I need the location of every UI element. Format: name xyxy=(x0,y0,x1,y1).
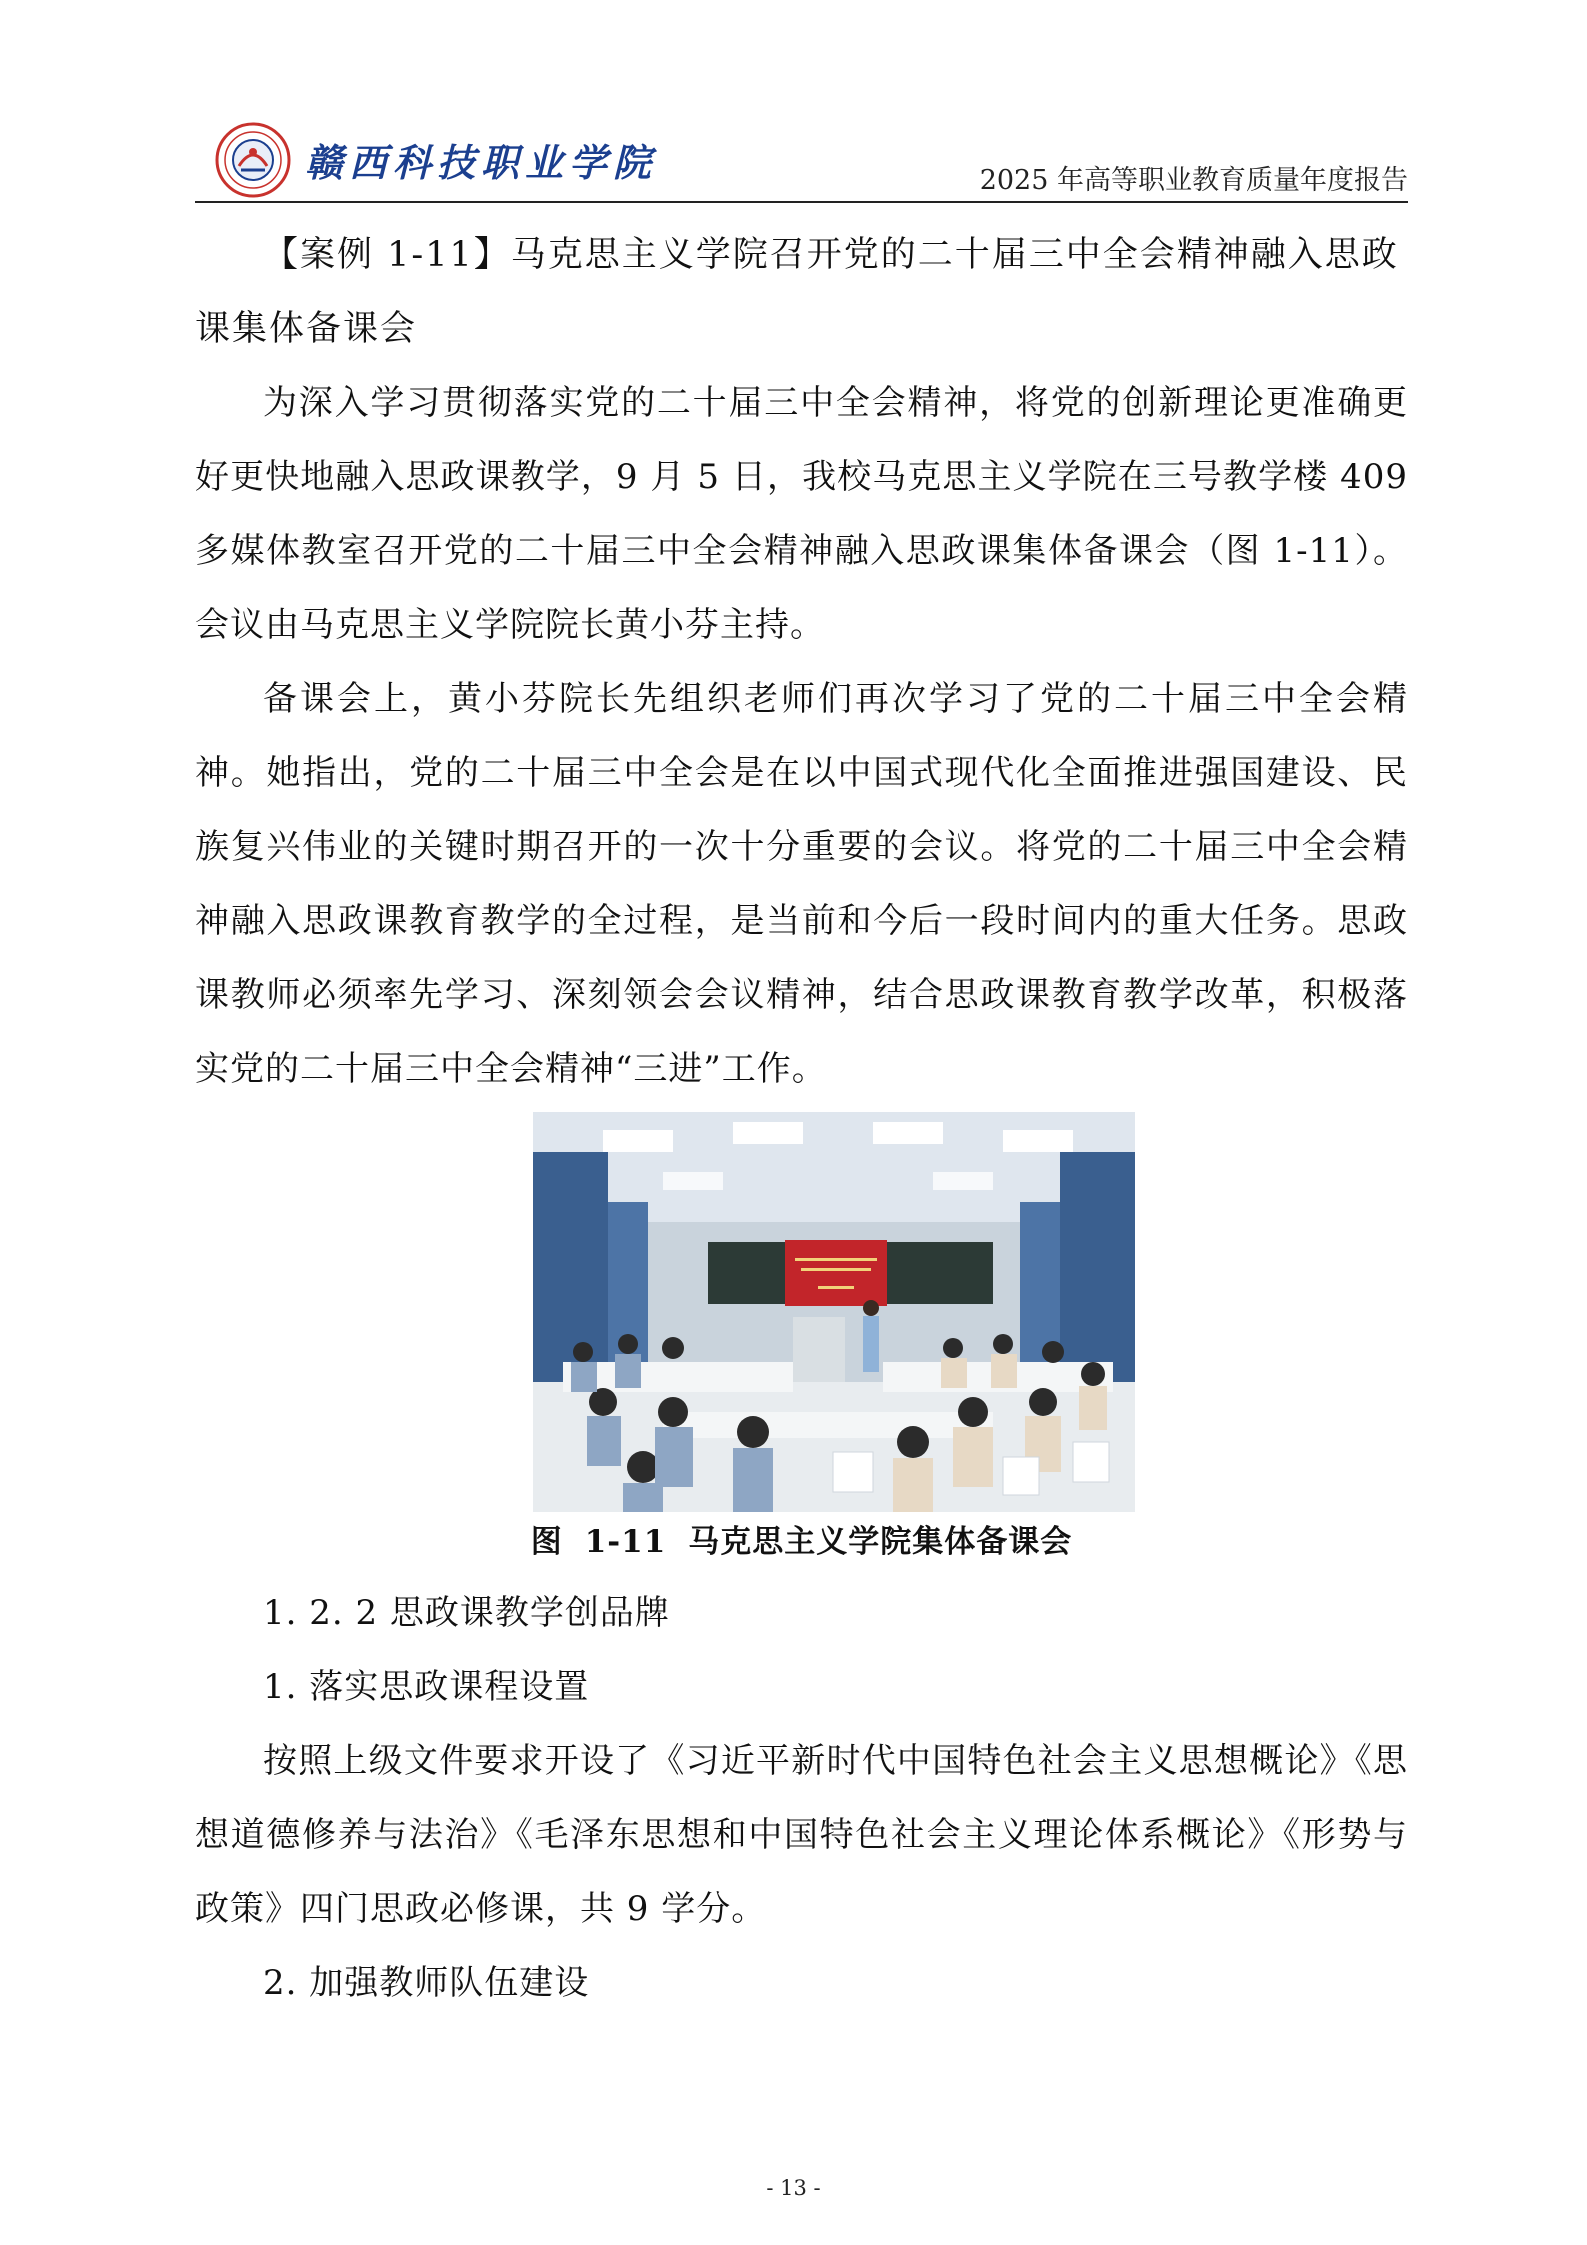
figure-caption-text: 马克思主义学院集体备课会 xyxy=(688,1524,1073,1560)
case-title: 【案例 1-11】马克思主义学院召开党的二十届三中全会精神融入思政课集体备课会 xyxy=(195,235,1399,349)
case-paragraph-1: 为深入学习贯彻落实党的二十届三中全会精神，将党的创新理论更准确更好更快地融入思政课教学，9 月 5 日，我校马克思主义学院在三号教学楼 409 多媒体教室召开党的二十届三中全会精神融入思政课集体备课会（图 1-11）。会议由马克思主义学院院长黄小芬主持。 xyxy=(195,383,1408,645)
subsection-2-heading: 2. 加强教师队伍建设 xyxy=(263,1963,590,2003)
section-heading: 1. 2. 2 思政课教学创品牌 xyxy=(263,1593,670,1633)
figure-number: 1-11 xyxy=(584,1524,667,1560)
figure-label: 图 xyxy=(530,1524,563,1560)
page-header xyxy=(195,118,1408,202)
header-divider xyxy=(195,201,1408,203)
school-name: 赣西科技职业学院 xyxy=(305,140,658,185)
school-logo-icon xyxy=(215,122,291,198)
meeting-photo-image xyxy=(533,1112,1135,1512)
page-number: - 13 - xyxy=(766,2176,821,2200)
meeting-photo xyxy=(533,1112,1135,1512)
report-title: 2025 年高等职业教育质量年度报告 xyxy=(979,165,1408,196)
page-content xyxy=(195,218,1408,2020)
case-paragraph-2: 备课会上，黄小芬院长先组织老师们再次学习了党的二十届三中全会精神。她指出，党的二十届三中全会是在以中国式现代化全面推进强国建设、民族复兴伟业的关键时期召开的一次十分重要的会议。将党的二十届三中全会精神融入思政课教育教学的全过程，是当前和今后一段时间内的重大任务。思政课教师必须率先学习、深刻领会会议精神，结合思政课教育教学改革，积极落实党的二十届三中全会精神“三进”工作。 xyxy=(195,679,1408,1089)
figure-caption xyxy=(195,1512,1408,1572)
subsection-1-heading: 1. 落实思政课程设置 xyxy=(263,1667,590,1707)
subsection-1-paragraph: 按照上级文件要求开设了《习近平新时代中国特色社会主义思想概论》《思想道德修养与法治》《毛泽东思想和中国特色社会主义理论体系概论》《形势与政策》四门思政必修课，共 9 学分。 xyxy=(195,1741,1408,1929)
